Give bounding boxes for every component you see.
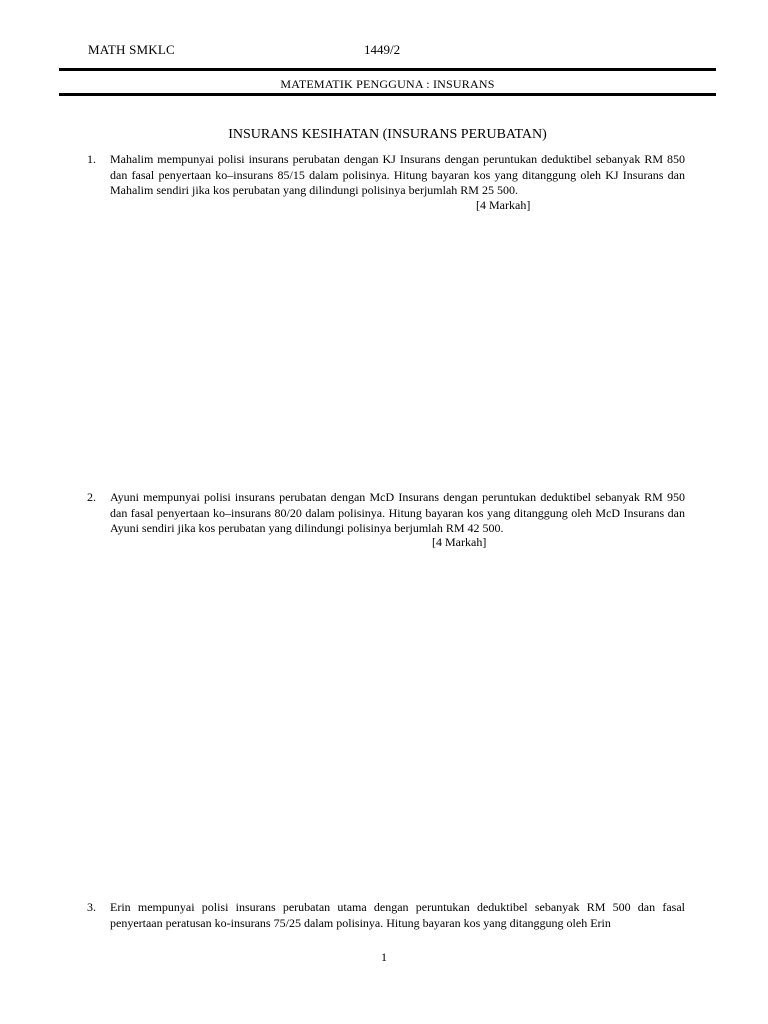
question-2-text: [110, 490, 685, 537]
question-2-body: Ayuni mempunyai polisi insurans perubatan dengan McD Insurans dengan peruntukan deduktibel sebanyak RM 950 dan fasal penyertaan ko–insurans 80/20 dalam polisinya. Hitung bayaran kos yang ditanggung oleh McD Insurans dan Ayuni sendiri jika kos perubatan yang dilindungi polisinya berjumlah RM 42 500.: [110, 490, 685, 535]
header-paper-code: 1449/2: [364, 42, 401, 57]
question-2-marks: [4 Markah]: [432, 535, 487, 549]
topic-title: MATEMATIK PENGGUNA : INSURANS: [280, 77, 495, 91]
question-1-number: 1.: [87, 152, 96, 166]
question-1-body: Mahalim mempunyai polisi insurans perubatan dengan KJ Insurans dengan peruntukan deduktibel sebanyak RM 850 dan fasal penyertaan ko–insurans 85/15 dalam polisinya. Hitung bayaran kos yang ditanggung oleh KJ Insurans dan Mahalim sendiri jika kos perubatan yang dilindungi polisinya berjumlah RM 25 500.: [110, 152, 685, 197]
question-1-marks: [4 Markah]: [476, 198, 531, 212]
question-2-number: 2.: [87, 490, 96, 504]
question-3-body: Erin mempunyai polisi insurans perubatan utama dengan peruntukan deduktibel sebanyak RM 500 dan fasal penyertaan peratusan ko-insurans 75/25 dalam polisinya. Hitung bayaran kos yang ditanggung oleh Erin: [110, 900, 685, 930]
header-subject-school: MATH SMKLC: [88, 42, 175, 57]
header-top-rule: [59, 68, 716, 71]
question-1-text: [110, 152, 685, 199]
header-bottom-rule: [59, 93, 716, 96]
page-number: 1: [381, 950, 387, 964]
question-3-text: [110, 900, 685, 931]
section-title: INSURANS KESIHATAN (INSURANS PERUBATAN): [228, 127, 547, 142]
question-3-number: 3.: [87, 900, 96, 914]
